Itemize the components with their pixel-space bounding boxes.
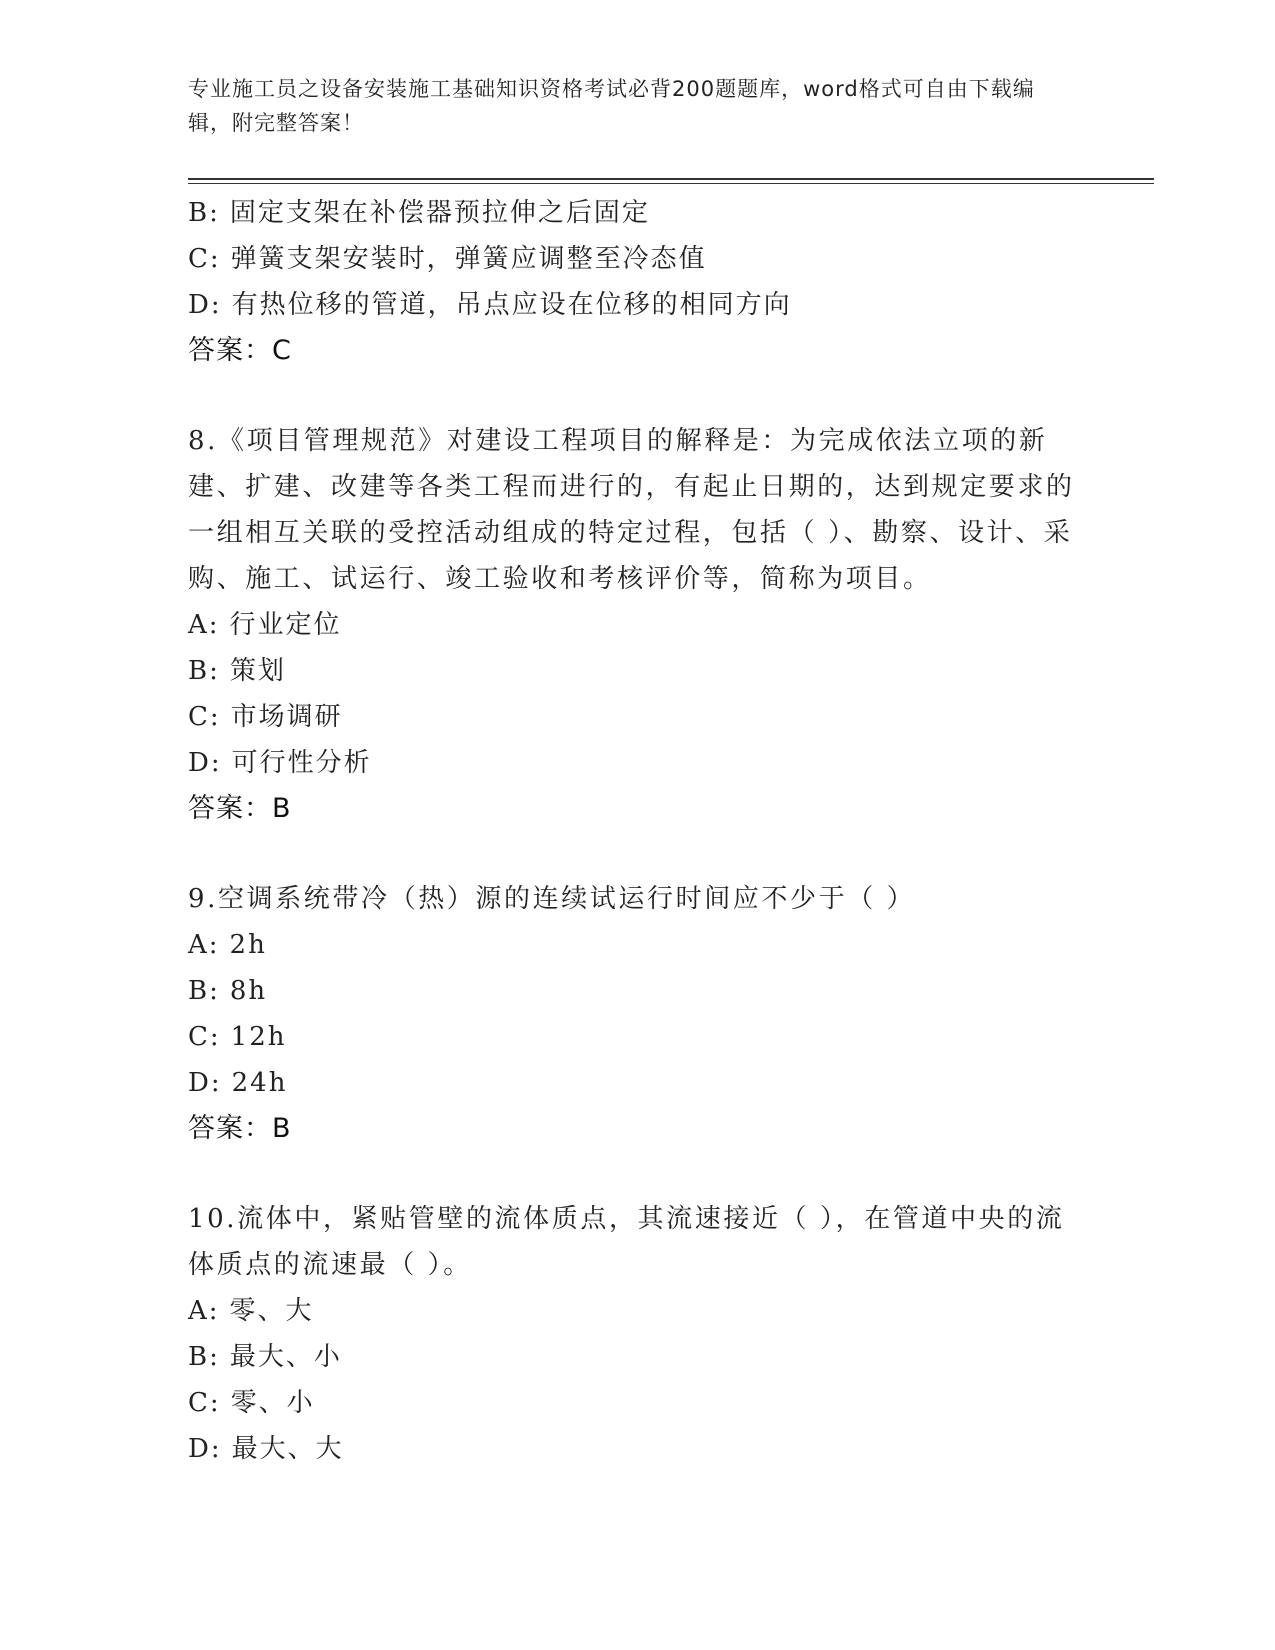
option-b (188, 190, 1088, 236)
document-header-title: 专业施工员之设备安装施工基础知识资格考试必背200题题库，word格式可自由下载编辑，附完整答案！ (188, 77, 1035, 135)
option-letter: B: (188, 976, 220, 1006)
question-8 (188, 418, 1088, 832)
option-text: 最大、小 (229, 1342, 342, 1372)
option-text: 策划 (229, 656, 286, 686)
option-a (188, 602, 1088, 648)
answer-line: 答案：C (188, 335, 292, 366)
option-letter: B: (188, 198, 220, 228)
option-letter: C: (188, 1388, 221, 1418)
header-divider-thick (188, 178, 1154, 180)
question-7-continued (188, 190, 1088, 374)
option-text: 最大、大 (231, 1434, 344, 1464)
option-text: 零、小 (230, 1388, 315, 1418)
answer-line: 答案：B (188, 793, 292, 824)
option-letter: A: (188, 930, 220, 960)
option-letter: D: (188, 1434, 222, 1464)
option-text: 有热位移的管道，吊点应设在位移的相同方向 (231, 290, 792, 320)
option-letter: A: (188, 1296, 220, 1326)
option-b (188, 648, 1088, 694)
option-letter: C: (188, 702, 221, 732)
option-b (188, 968, 1088, 1014)
option-letter: D: (188, 290, 222, 320)
option-letter: D: (188, 1068, 222, 1098)
answer-line: 答案：B (188, 1113, 292, 1144)
option-c (188, 694, 1088, 740)
question-stem: 8.《项目管理规范》对建设工程项目的解释是：为完成依法立项的新建、扩建、改建等各类工程而进行的，有起止日期的，达到规定要求的一组相互关联的受控活动组成的特定过程，包括（ ）、勘察、设计、采购、施工、试运行、竣工验收和考核评价等，简称为项目。 (188, 426, 1075, 594)
option-c (188, 236, 1088, 282)
option-letter: C: (188, 1022, 221, 1052)
option-text: 市场调研 (230, 702, 343, 732)
option-text: 8h (229, 976, 268, 1006)
option-text: 2h (229, 930, 267, 960)
option-text: 可行性分析 (231, 748, 372, 778)
option-text: 固定支架在补偿器预拉伸之后固定 (229, 198, 650, 228)
question-10 (188, 1196, 1088, 1472)
option-d (188, 740, 1088, 786)
option-text: 12h (230, 1022, 287, 1052)
option-letter: A: (188, 610, 220, 640)
option-letter: C: (188, 244, 221, 274)
option-d (188, 1426, 1088, 1472)
header-divider-thin (188, 183, 1154, 184)
option-letter: B: (188, 656, 220, 686)
option-c (188, 1380, 1088, 1426)
option-text: 弹簧支架安装时，弹簧应调整至冷态值 (230, 244, 707, 274)
option-letter: B: (188, 1342, 220, 1372)
option-c (188, 1014, 1088, 1060)
option-d (188, 282, 1088, 328)
question-stem: 9.空调系统带冷（热）源的连续试运行时间应不少于（ ） (188, 884, 916, 914)
option-a (188, 922, 1088, 968)
option-text: 24h (231, 1068, 288, 1098)
question-list (188, 190, 1088, 1472)
option-d (188, 1060, 1088, 1106)
option-b (188, 1334, 1088, 1380)
option-a (188, 1288, 1088, 1334)
option-text: 零、大 (229, 1296, 314, 1326)
option-text: 行业定位 (229, 610, 342, 640)
question-9 (188, 876, 1088, 1152)
question-stem: 10.流体中，紧贴管壁的流体质点，其流速接近（ ），在管道中央的流体质点的流速最（ ）。 (188, 1204, 1065, 1280)
option-letter: D: (188, 748, 222, 778)
